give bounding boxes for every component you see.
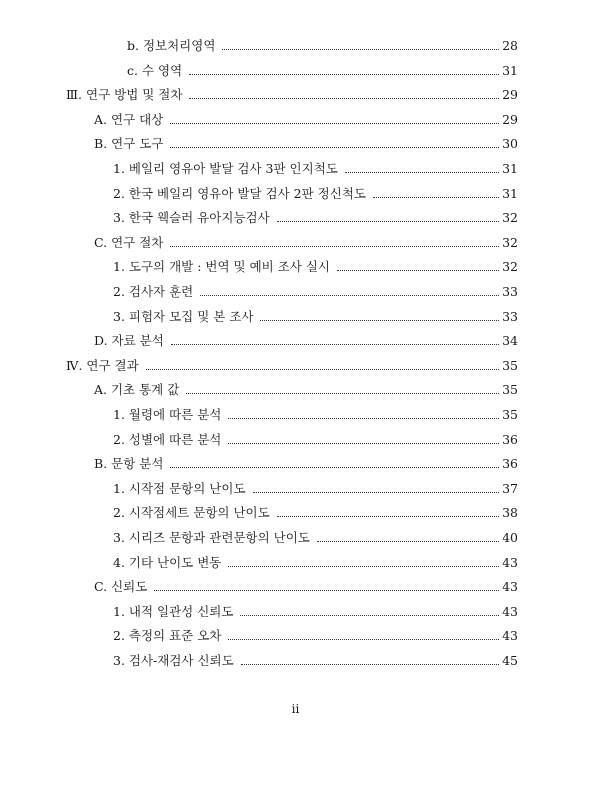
toc-entry-title: 2. 시작점세트 문항의 난이도: [113, 505, 270, 521]
toc-entry-title: 1. 도구의 개발 : 번역 및 예비 조사 실시: [113, 259, 330, 275]
toc-entry-page: 35: [502, 382, 518, 398]
toc-entry[interactable]: [94, 378, 518, 402]
toc-entry-title: 1. 월령에 따른 분석: [113, 407, 222, 422]
dot-leader: [222, 48, 499, 50]
toc-entry[interactable]: [113, 255, 518, 279]
dot-leader: [241, 663, 499, 665]
toc-entry-title: 1. 베일리 영유아 발달 검사 3판 인지척도: [113, 161, 338, 176]
toc-entry[interactable]: [94, 329, 518, 353]
toc-entry-page: 30: [502, 136, 518, 152]
dot-leader: [186, 392, 499, 394]
toc-entry-page: 35: [502, 357, 518, 373]
toc-entry-page: 32: [502, 259, 518, 275]
toc-entry-page: 29: [502, 87, 518, 103]
dot-leader: [189, 97, 499, 99]
toc-entry[interactable]: [94, 452, 518, 476]
toc-entry[interactable]: [127, 34, 518, 58]
toc-entry-title: D. 자료 분석: [94, 333, 164, 349]
dot-leader: [170, 245, 499, 247]
toc-entry-title: 3. 한국 웩슬러 유아지능검사: [113, 210, 270, 226]
dot-leader: [170, 466, 499, 468]
dot-leader: [277, 220, 499, 222]
toc-entry[interactable]: [113, 428, 518, 452]
toc-entry-page: 43: [502, 554, 518, 570]
toc-entry-page: 34: [502, 333, 518, 349]
dot-leader: [228, 417, 499, 419]
toc-entry[interactable]: [113, 649, 518, 673]
toc-entry-page: 36: [502, 456, 518, 472]
toc-entry-page: 43: [502, 603, 518, 619]
toc-entry-title: 2. 측정의 표준 오차: [113, 628, 222, 644]
toc-entry-title: 2. 성별에 따른 분석: [113, 431, 222, 447]
toc-entry[interactable]: [113, 182, 518, 206]
dot-leader: [253, 491, 500, 493]
toc-entry-page: 32: [502, 210, 518, 226]
toc-entry-title: B. 문항 분석: [94, 456, 164, 472]
dot-leader: [260, 319, 499, 321]
dot-leader: [200, 294, 499, 296]
toc-entry[interactable]: [113, 305, 518, 329]
dot-leader: [345, 171, 499, 173]
toc-entry-page: 35: [502, 407, 518, 422]
dot-leader: [146, 368, 499, 370]
toc-entry-page: 36: [502, 431, 518, 447]
toc-entry-title: Ⅲ. 연구 방법 및 절차: [66, 87, 183, 103]
toc-entry-page: 43: [502, 628, 518, 644]
toc-entry-title: b. 정보처리영역: [127, 38, 216, 53]
toc-entry-title: 1. 시작점 문항의 난이도: [113, 480, 246, 496]
dot-leader: [337, 269, 499, 271]
toc-entry[interactable]: [127, 59, 518, 83]
toc-entry[interactable]: [113, 477, 518, 501]
toc-entry[interactable]: [113, 526, 518, 550]
toc-entry-title: 3. 시리즈 문항과 관련문항의 난이도: [113, 530, 310, 545]
toc-entry-page: 33: [502, 284, 518, 299]
dot-leader: [373, 196, 499, 198]
toc-entry-page: 31: [502, 185, 518, 201]
toc-entry-page: 40: [502, 530, 518, 545]
dot-leader: [170, 122, 499, 124]
toc-entry-title: Ⅳ. 연구 결과: [66, 357, 139, 373]
toc-entry-page: 38: [502, 505, 518, 521]
toc-entry-title: 3. 검사-재검사 신뢰도: [113, 653, 234, 668]
toc-entry-page: 33: [502, 308, 518, 324]
toc-entry-title: 1. 내적 일관성 신뢰도: [113, 603, 234, 619]
toc-entry-page: 37: [502, 480, 518, 496]
toc-entry[interactable]: [113, 157, 518, 181]
toc-entry[interactable]: [66, 354, 518, 378]
toc-entry-page: 31: [502, 62, 518, 78]
toc-entry[interactable]: [66, 83, 518, 107]
dot-leader: [228, 638, 499, 640]
toc-entry-page: 29: [502, 111, 518, 127]
toc-entry-title: 2. 한국 베일리 영유아 발달 검사 2판 정신척도: [113, 185, 366, 201]
toc-entry-page: 45: [502, 653, 518, 668]
toc-entry[interactable]: [94, 132, 518, 156]
toc-entry[interactable]: [113, 551, 518, 575]
toc-entry[interactable]: [94, 108, 518, 132]
toc-entry-title: B. 연구 도구: [94, 136, 164, 152]
toc-entry[interactable]: [113, 624, 518, 648]
toc-entry-title: A. 기초 통계 값: [94, 382, 180, 398]
toc-entry-page: 31: [502, 161, 518, 176]
toc-entry-page: 43: [502, 579, 518, 595]
dot-leader: [317, 540, 499, 542]
toc-entry-title: c. 수 영역: [127, 62, 183, 78]
dot-leader: [171, 343, 499, 345]
dot-leader: [277, 515, 499, 517]
page-number: ii: [291, 702, 300, 716]
toc-entry[interactable]: [113, 501, 518, 525]
dot-leader: [189, 73, 499, 75]
dot-leader: [154, 589, 499, 591]
dot-leader: [228, 442, 499, 444]
toc-entry-page: 32: [502, 234, 518, 250]
toc-entry-title: 2. 검사자 훈련: [113, 284, 194, 299]
toc-entry[interactable]: [94, 231, 518, 255]
toc-entry-title: C. 신뢰도: [94, 579, 148, 595]
toc-entry-title: C. 연구 절차: [94, 234, 164, 250]
toc-entry[interactable]: [94, 575, 518, 599]
dot-leader: [240, 614, 499, 616]
toc-entry[interactable]: [113, 600, 518, 624]
toc-entry-title: 4. 기타 난이도 변동: [113, 554, 222, 570]
toc-entry[interactable]: [113, 403, 518, 427]
toc-entry-title: A. 연구 대상: [94, 111, 164, 127]
toc-entry[interactable]: [113, 280, 518, 304]
dot-leader: [170, 146, 499, 148]
dot-leader: [228, 565, 499, 567]
toc-entry-title: 3. 피험자 모집 및 본 조사: [113, 308, 254, 324]
toc-entry[interactable]: [113, 206, 518, 230]
toc-entry-page: 28: [502, 38, 518, 53]
